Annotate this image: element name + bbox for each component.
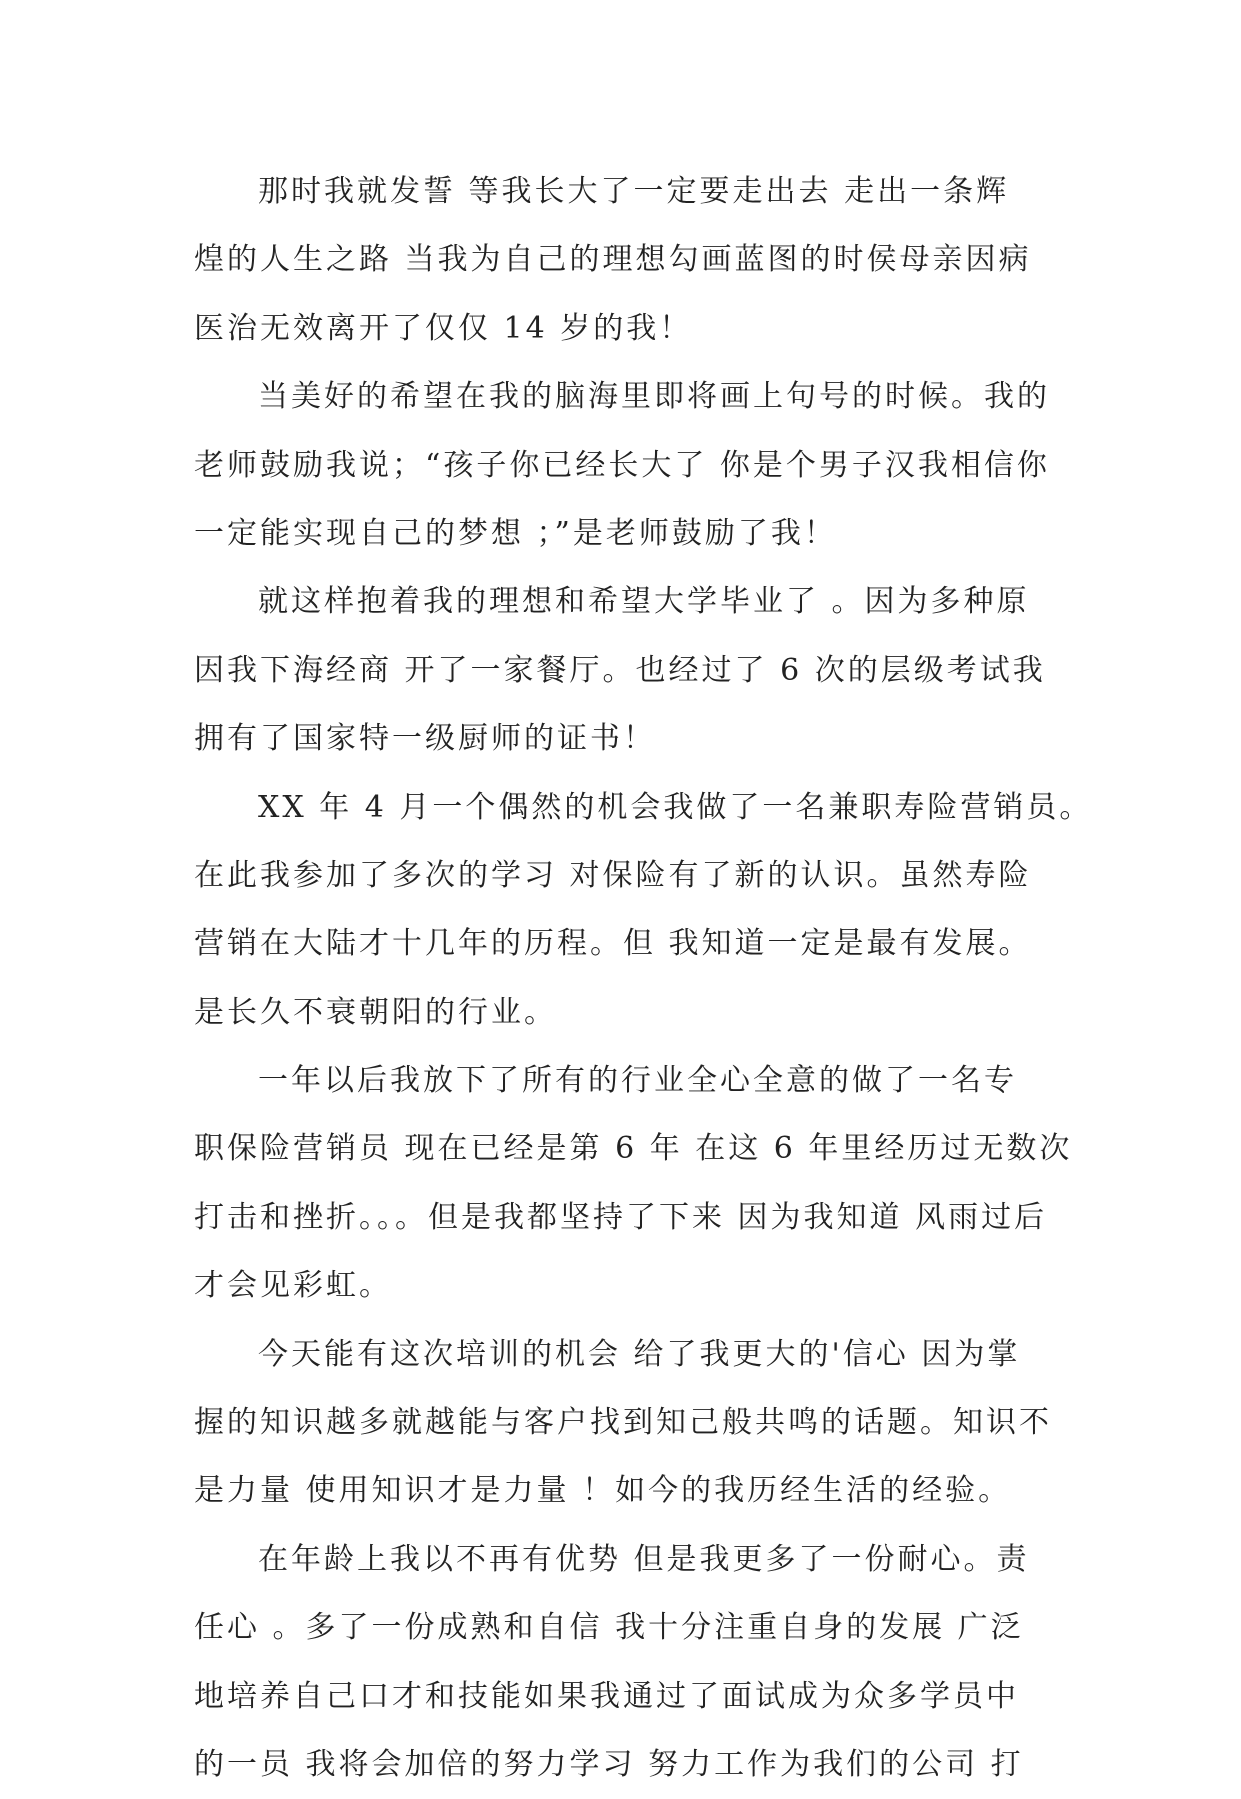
- text-line: 一定能实现自己的梦想 ；”是老师鼓励了我！: [194, 515, 837, 551]
- paragraph: [194, 158, 1074, 363]
- paragraph: [194, 1321, 1074, 1526]
- text-line: 握的知识越多就越能与客户找到知己般共鸣的话题。知识不: [194, 1405, 1052, 1441]
- text-line: 任心 。多了一份成熟和自信 我十分注重自身的发展 广泛: [194, 1610, 1024, 1646]
- text-line: 当美好的希望在我的脑海里即将画上句号的时候。我的: [258, 379, 1050, 415]
- text-line: 是力量 使用知识才是力量 ！如今的我历经生活的经验。: [194, 1473, 1012, 1509]
- document-body: [194, 158, 1093, 1799]
- text-line: 因我下海经商 开了一家餐厅。也经过了 6 次的层级考试我: [194, 652, 1046, 688]
- text-line: 才会见彩虹。: [194, 1268, 392, 1304]
- paragraph: [194, 774, 1093, 1048]
- text-line: 地培养自己口才和技能如果我通过了面试成为众多学员中: [194, 1678, 1019, 1714]
- text-line: 打击和挫折。。。但是我都坚持了下来 因为我知道 风雨过后: [194, 1199, 1048, 1235]
- text-line: 一年以后我放下了所有的行业全心全意的做了一名专: [258, 1063, 1017, 1099]
- text-line: 在此我参加了多次的学习 对保险有了新的认识。虽然寿险: [194, 857, 1032, 893]
- text-line: 今天能有这次培训的机会 给了我更大的'信心 因为掌: [258, 1336, 1021, 1372]
- paragraph: [194, 1526, 1074, 1799]
- paragraph: [194, 1047, 1074, 1321]
- text-line: 营销在大陆才十几年的历程。但 我知道一定是最有发展。: [194, 926, 1032, 962]
- text-line: 煌的人生之路 当我为自己的理想勾画蓝图的时侯母亲因病: [194, 242, 1032, 278]
- text-line: 职保险营销员 现在已经是第 6 年 在这 6 年里经历过无数次: [194, 1131, 1073, 1167]
- text-line: 老师鼓励我说；“孩子你已经长大了 你是个男子汉我相信你: [194, 447, 1050, 483]
- text-line: 那时我就发誓 等我长大了一定要走出去 走出一条辉: [258, 174, 1010, 209]
- text-line: 拥有了国家特一级厨师的证书！: [194, 721, 656, 757]
- text-line: 医治无效离开了仅仅 14 岁的我！: [194, 310, 693, 346]
- text-line: 就这样抱着我的理想和希望大学毕业了 。因为多种原: [258, 584, 1030, 620]
- text-line: 是长久不衰朝阳的行业。: [194, 994, 557, 1030]
- text-line: 的一员 我将会加倍的努力学习 努力工作为我们的公司 打: [194, 1746, 1024, 1782]
- text-line: XX 年 4 月一个偶然的机会我做了一名兼职寿险营销员。: [258, 789, 1093, 825]
- paragraph: [194, 363, 1074, 568]
- paragraph: [194, 568, 1074, 773]
- text-line: 在年龄上我以不再有优势 但是我更多了一份耐心。责: [258, 1541, 1030, 1577]
